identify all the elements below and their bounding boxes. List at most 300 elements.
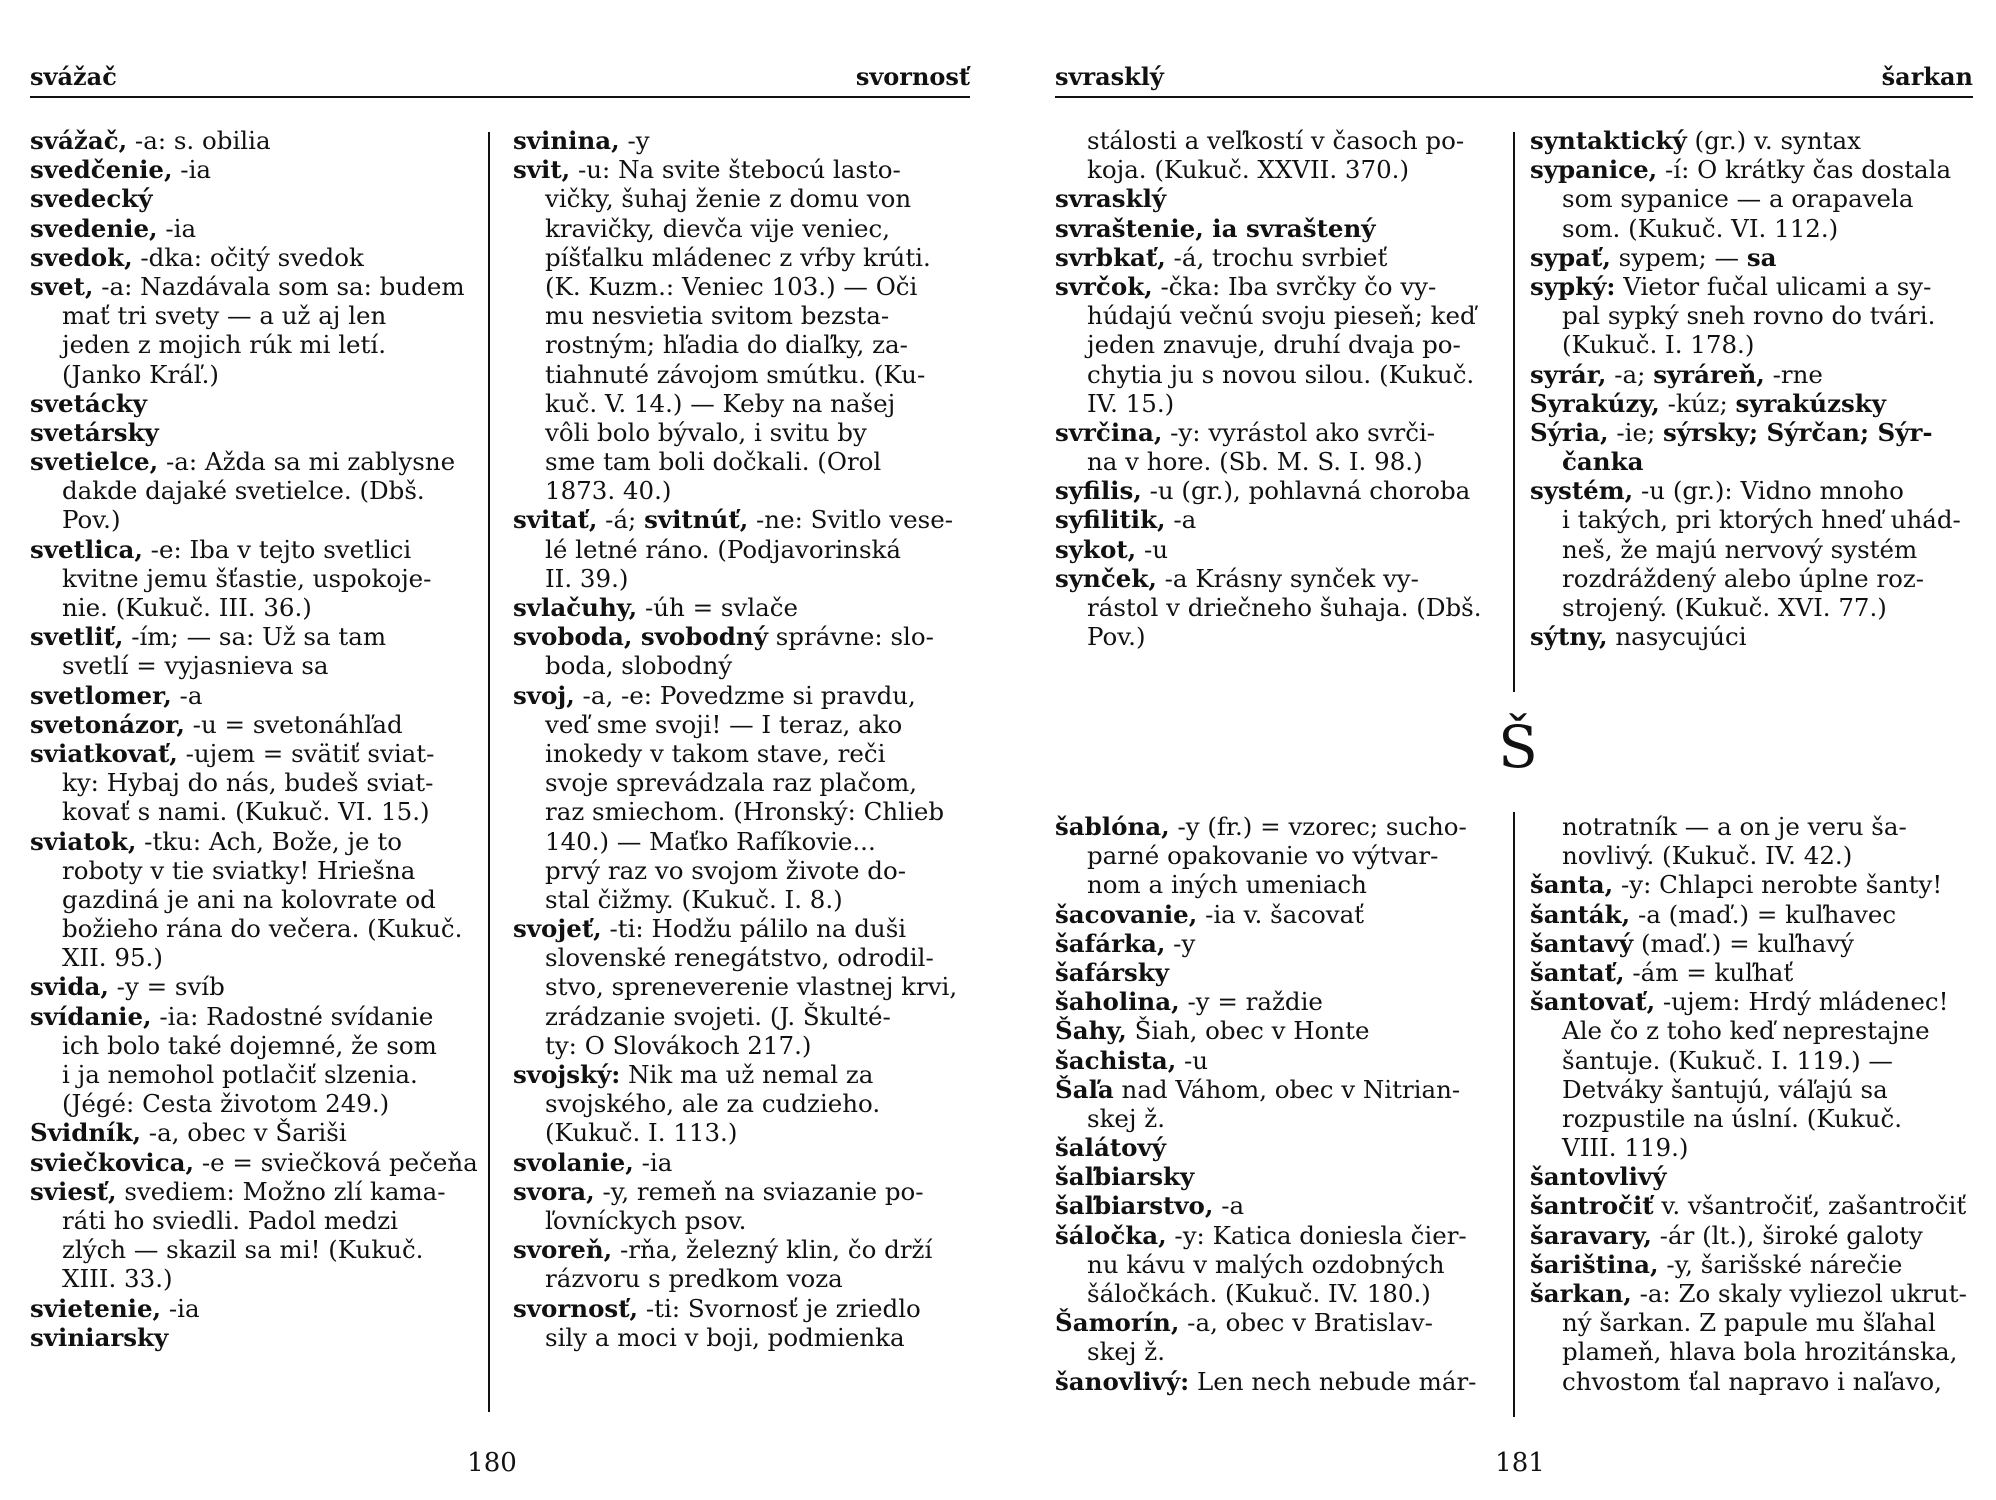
definition-text: vôli bolo bývalo, i svitu by bbox=[545, 417, 867, 447]
dictionary-line bbox=[1055, 447, 1515, 476]
headword: šantovať, bbox=[1530, 987, 1656, 1017]
dictionary-line bbox=[513, 330, 963, 359]
dictionary-line bbox=[1055, 301, 1515, 330]
dictionary-line bbox=[1530, 1075, 1980, 1104]
dictionary-line bbox=[1530, 1133, 1980, 1162]
definition-text: kovať s nami. (Kukuč. VI. 15.) bbox=[62, 797, 430, 827]
right-column-2-bottom bbox=[1530, 812, 1980, 1396]
dictionary-line bbox=[30, 885, 480, 914]
dictionary-line bbox=[30, 797, 480, 826]
dictionary-line bbox=[1530, 155, 1980, 184]
headword: sypký: bbox=[1530, 271, 1616, 301]
headword: svedčenie, bbox=[30, 155, 173, 185]
headword: šachista, bbox=[1055, 1045, 1177, 1075]
headword: šaľbiarstvo, bbox=[1055, 1191, 1214, 1221]
headword: svoreň, bbox=[513, 1235, 613, 1265]
definition-text: -tku: Ach, Bože, je to bbox=[136, 826, 402, 856]
dictionary-line bbox=[30, 155, 480, 184]
left-header-last-word: svornosť bbox=[855, 62, 970, 91]
dictionary-line bbox=[30, 681, 480, 710]
dictionary-line bbox=[513, 972, 963, 1001]
dictionary-line bbox=[30, 447, 480, 476]
definition-text: -kúz; bbox=[1659, 388, 1736, 418]
definition-text: boda, slobodný bbox=[545, 651, 733, 681]
headword: šafársky bbox=[1055, 957, 1169, 987]
left-running-head bbox=[30, 62, 970, 98]
definition-text: stvo, spreneverenie vlastnej krvi, bbox=[545, 972, 958, 1002]
definition-text: -a bbox=[171, 680, 203, 710]
definition-text: tiahnuté závojom smútku. (Ku- bbox=[545, 359, 926, 389]
dictionary-line bbox=[513, 184, 963, 213]
definition-text: Nik ma už nemal za bbox=[620, 1060, 874, 1089]
definition-text: -u bbox=[1176, 1045, 1209, 1075]
headword: svitať, bbox=[513, 505, 598, 535]
definition-text: 1873. 40.) bbox=[545, 476, 672, 506]
definition-text: -a (maď.) = kuľhavec bbox=[1630, 899, 1897, 929]
dictionary-line bbox=[30, 914, 480, 943]
headword: svida, bbox=[30, 972, 109, 1002]
dictionary-line bbox=[30, 126, 480, 155]
dictionary-line bbox=[30, 1206, 480, 1235]
dictionary-line bbox=[30, 1118, 480, 1147]
definition-text: -ia: Radostné svídanie bbox=[151, 1001, 434, 1031]
right-column-1-top bbox=[1055, 126, 1515, 651]
definition-text: rázvoru s predkom voza bbox=[545, 1264, 843, 1294]
headword: svetlica, bbox=[30, 534, 143, 564]
definition-text: -ie; bbox=[1608, 417, 1664, 447]
dictionary-line bbox=[1055, 418, 1515, 447]
dictionary-line bbox=[30, 243, 480, 272]
definition-text: ľovníckych psov. bbox=[545, 1205, 747, 1235]
definition-text: -y bbox=[1165, 928, 1196, 958]
dictionary-line bbox=[1530, 1104, 1980, 1133]
headword: šanták, bbox=[1530, 899, 1631, 929]
definition-text: svediem: Možno zlí kama- bbox=[116, 1176, 446, 1206]
dictionary-line bbox=[30, 214, 480, 243]
headword: sýrsky; Sýrčan; Sýr- bbox=[1663, 417, 1933, 447]
headword: svetliť, bbox=[30, 622, 124, 652]
dictionary-line bbox=[1055, 929, 1515, 958]
definition-text: -y = svíb bbox=[108, 972, 225, 1002]
definition-text: (K. Kuzm.: Veniec 103.) — Oči bbox=[545, 271, 918, 301]
dictionary-line bbox=[1055, 564, 1515, 593]
dictionary-line bbox=[30, 1060, 480, 1089]
definition-text: jeden z mojich rúk mi letí. bbox=[62, 330, 387, 360]
definition-text: stal čižmy. (Kukuč. I. 8.) bbox=[545, 884, 843, 914]
definition-text: zlých — skazil sa mi! (Kukuč. bbox=[62, 1235, 424, 1265]
dictionary-line bbox=[30, 360, 480, 389]
definition-text: -a: Nazdávala som sa: budem bbox=[93, 271, 465, 301]
dictionary-line bbox=[1530, 418, 1980, 447]
definition-text: sypem; — bbox=[1610, 242, 1747, 272]
definition-text: sily a moci v boji, podmienka bbox=[545, 1322, 905, 1352]
dictionary-line bbox=[30, 301, 480, 330]
headword: svetonázor, bbox=[30, 709, 185, 739]
definition-text: IV. 15.) bbox=[1087, 388, 1175, 418]
dictionary-line bbox=[1055, 812, 1515, 841]
headword: svojský: bbox=[513, 1060, 621, 1089]
dictionary-line bbox=[1530, 1016, 1980, 1045]
dictionary-line bbox=[1530, 535, 1980, 564]
headword: čanka bbox=[1562, 447, 1644, 477]
headword: syrakúzsky bbox=[1735, 388, 1887, 418]
dictionary-line bbox=[1055, 330, 1515, 359]
definition-text: božieho rána do večera. (Kukuč. bbox=[62, 914, 463, 944]
dictionary-line bbox=[1055, 1279, 1515, 1308]
dictionary-line bbox=[1530, 1279, 1980, 1308]
left-column-divider bbox=[488, 132, 490, 1412]
definition-text: -a Krásny synček vy- bbox=[1156, 563, 1419, 593]
dictionary-line bbox=[30, 389, 480, 418]
definition-text: -ám = kuľhať bbox=[1624, 957, 1794, 987]
dictionary-line bbox=[30, 710, 480, 739]
definition-text: skej ž. bbox=[1087, 1103, 1165, 1133]
headword: svlačuhy, bbox=[513, 593, 638, 622]
definition-text: ty: O Slovákoch 217.) bbox=[545, 1030, 812, 1060]
definition-text: sme tam boli dočkali. (Orol bbox=[545, 447, 882, 477]
dictionary-line bbox=[30, 272, 480, 301]
definition-text: -u = svetonáhľad bbox=[184, 709, 403, 739]
definition-text: -í: O krátky čas dostala bbox=[1657, 155, 1952, 185]
headword: šanovlivý: bbox=[1055, 1366, 1190, 1396]
definition-text: -ím; — sa: Už sa tam bbox=[123, 622, 387, 652]
headword: sykot, bbox=[1055, 534, 1137, 564]
headword: Šahy, bbox=[1055, 1016, 1127, 1046]
headword: šantať, bbox=[1530, 957, 1625, 987]
dictionary-line bbox=[513, 1089, 963, 1118]
definition-text: ky: Hybaj do nás, budeš sviat- bbox=[62, 768, 434, 798]
dictionary-line bbox=[30, 184, 480, 213]
definition-text: -ia bbox=[172, 155, 212, 185]
definition-text: chytia ju s novou silou. (Kukuč. bbox=[1087, 359, 1475, 389]
right-header-last-word: šarkan bbox=[1881, 62, 1973, 91]
headword: svrčok, bbox=[1055, 271, 1153, 301]
headword: Šaľa bbox=[1055, 1074, 1114, 1104]
dictionary-line bbox=[30, 1089, 480, 1118]
dictionary-line bbox=[1530, 1308, 1980, 1337]
definition-text: -rne bbox=[1764, 359, 1823, 389]
definition-text: kravičky, dievča vije veniec, bbox=[545, 213, 891, 243]
definition-text: -a; bbox=[1606, 359, 1654, 389]
dictionary-line bbox=[30, 1148, 480, 1177]
headword: svojeť, bbox=[513, 914, 602, 944]
headword: svrbkať, bbox=[1055, 242, 1166, 272]
dictionary-line bbox=[1530, 1046, 1980, 1075]
definition-text: stálosti a veľkostí v časoch po- bbox=[1087, 126, 1465, 155]
headword: sviniarsky bbox=[30, 1322, 169, 1352]
definition-text: -ár (lt.), široké galoty bbox=[1651, 1220, 1923, 1250]
dictionary-line bbox=[1530, 1367, 1980, 1396]
right-header-first-word: svrasklý bbox=[1055, 62, 1164, 91]
dictionary-line bbox=[1530, 812, 1980, 841]
definition-text: -a, obec v Bratislav- bbox=[1179, 1308, 1433, 1338]
dictionary-line bbox=[30, 564, 480, 593]
definition-text: -a, obec v Šariši bbox=[141, 1118, 347, 1148]
right-column-divider-top bbox=[1513, 132, 1515, 692]
dictionary-line bbox=[1530, 126, 1980, 155]
definition-text: na v hore. (Sb. M. S. I. 98.) bbox=[1087, 447, 1423, 477]
definition-text: -á; bbox=[597, 505, 645, 535]
dictionary-line bbox=[1055, 1337, 1515, 1366]
dictionary-line bbox=[1055, 1046, 1515, 1075]
definition-text: svetlí = vyjasnieva sa bbox=[62, 651, 329, 681]
definition-text: (gr.) v. syntax bbox=[1686, 126, 1861, 155]
right-page bbox=[998, 0, 1996, 1500]
definition-text: svoje sprevádzala raz plačom, bbox=[545, 768, 918, 798]
headword: šarkan, bbox=[1530, 1279, 1632, 1308]
dictionary-line bbox=[1055, 958, 1515, 987]
definition-text: slovenské renegátstvo, odrodil- bbox=[545, 943, 934, 973]
definition-text: rozdráždený alebo úplne roz- bbox=[1562, 563, 1925, 593]
dictionary-line bbox=[513, 1206, 963, 1235]
headword: svitnúť, bbox=[644, 505, 749, 535]
right-page-number: 181 bbox=[1495, 1448, 1545, 1478]
dictionary-line bbox=[513, 739, 963, 768]
dictionary-line bbox=[30, 1323, 480, 1352]
dictionary-line bbox=[513, 1177, 963, 1206]
dictionary-line bbox=[513, 272, 963, 301]
dictionary-line bbox=[1055, 243, 1515, 272]
definition-text: -y: Chlapci nerobte šanty! bbox=[1613, 870, 1943, 900]
dictionary-line bbox=[513, 564, 963, 593]
dictionary-line bbox=[1530, 272, 1980, 301]
definition-text: (Janko Kráľ.) bbox=[62, 359, 219, 389]
definition-text: -u (gr.): Vidno mnoho bbox=[1633, 476, 1904, 506]
dictionary-line bbox=[30, 651, 480, 680]
definition-text: XIII. 33.) bbox=[62, 1264, 173, 1294]
headword: šantovlivý bbox=[1530, 1162, 1667, 1192]
dictionary-line bbox=[30, 943, 480, 972]
definition-text: -ti: Hodžu pálilo na duši bbox=[601, 914, 907, 944]
dictionary-line bbox=[513, 622, 963, 651]
dictionary-line bbox=[1055, 272, 1515, 301]
dictionary-line bbox=[513, 535, 963, 564]
definition-text: gazdiná je ani na kolovrate od bbox=[62, 884, 436, 914]
definition-text: mu nesvietia svitom bezsta- bbox=[545, 301, 890, 331]
headword: svit, bbox=[513, 155, 571, 185]
headword: šaľbiarsky bbox=[1055, 1162, 1195, 1192]
dictionary-line bbox=[1055, 389, 1515, 418]
dictionary-line bbox=[1530, 900, 1980, 929]
dictionary-line bbox=[1055, 870, 1515, 899]
dictionary-line bbox=[30, 856, 480, 885]
dictionary-line bbox=[1055, 1250, 1515, 1279]
definition-text: -ia bbox=[633, 1147, 673, 1177]
definition-text: (Jégé: Cesta životom 249.) bbox=[62, 1089, 390, 1119]
definition-text: -y (fr.) = vzorec; sucho- bbox=[1169, 812, 1467, 841]
dictionary-line bbox=[1055, 1133, 1515, 1162]
dictionary-line bbox=[1055, 1191, 1515, 1220]
definition-text: Len nech nebude már- bbox=[1189, 1366, 1477, 1396]
dictionary-line bbox=[513, 418, 963, 447]
definition-text: kuč. V. 14.) — Keby na našej bbox=[545, 388, 896, 418]
definition-text: húdajú večnú svoju pieseň; keď bbox=[1087, 301, 1476, 331]
definition-text: šáločkách. (Kukuč. IV. 180.) bbox=[1087, 1279, 1431, 1308]
headword: šantavý bbox=[1530, 928, 1634, 958]
dictionary-line bbox=[513, 827, 963, 856]
right-column-divider-bottom bbox=[1513, 812, 1515, 1417]
definition-text: -y, šarišské nárečie bbox=[1658, 1249, 1903, 1279]
dictionary-line bbox=[1530, 389, 1980, 418]
definition-text: píšťalku mládenec z vŕby krúti. bbox=[545, 242, 931, 272]
definition-text: -y = raždie bbox=[1179, 987, 1323, 1017]
definition-text: -ujem: Hrdý mládenec! bbox=[1655, 987, 1949, 1017]
dictionary-line bbox=[513, 1118, 963, 1147]
definition-text: -ia bbox=[161, 1293, 200, 1323]
definition-text: jeden znavuje, druhí dvaja po- bbox=[1087, 330, 1461, 360]
definition-text: -dka: očitý svedok bbox=[132, 242, 364, 272]
dictionary-line bbox=[1055, 1308, 1515, 1337]
dictionary-line bbox=[513, 710, 963, 739]
definition-text: koja. (Kukuč. XXVII. 370.) bbox=[1087, 155, 1410, 185]
headword: svraštenie, ia svraštený bbox=[1055, 213, 1376, 243]
dictionary-line bbox=[1530, 476, 1980, 505]
dictionary-line bbox=[1530, 214, 1980, 243]
dictionary-line bbox=[513, 943, 963, 972]
definition-text: novlivý. (Kukuč. IV. 42.) bbox=[1562, 841, 1853, 871]
headword: sviatok, bbox=[30, 826, 137, 856]
definition-text: VIII. 119.) bbox=[1562, 1133, 1689, 1163]
dictionary-line bbox=[513, 1031, 963, 1060]
dictionary-line bbox=[513, 885, 963, 914]
definition-text: -y bbox=[619, 126, 650, 155]
definition-text: -ia bbox=[157, 213, 197, 243]
definition-text: i ja nemohol potlačiť slzenia. bbox=[62, 1060, 418, 1089]
headword: šaholina, bbox=[1055, 987, 1180, 1017]
dictionary-line bbox=[513, 1148, 963, 1177]
dictionary-line bbox=[1055, 155, 1515, 184]
dictionary-line bbox=[1055, 1075, 1515, 1104]
dictionary-line bbox=[30, 1177, 480, 1206]
dictionary-line bbox=[1530, 1221, 1980, 1250]
dictionary-line bbox=[30, 476, 480, 505]
dictionary-line bbox=[1530, 564, 1980, 593]
dictionary-line bbox=[1055, 214, 1515, 243]
dictionary-line bbox=[30, 1264, 480, 1293]
dictionary-line bbox=[513, 360, 963, 389]
headword: svrasklý bbox=[1055, 184, 1167, 214]
headword: svedok, bbox=[30, 242, 133, 272]
definition-text: zrádzanie svojeti. (J. Škulté- bbox=[545, 1001, 891, 1031]
dictionary-line bbox=[1055, 535, 1515, 564]
dictionary-line bbox=[513, 1294, 963, 1323]
dictionary-line bbox=[1530, 447, 1980, 476]
dictionary-line bbox=[513, 797, 963, 826]
definition-text: chvostom ťal napravo i naľavo, bbox=[1562, 1366, 1942, 1396]
definition-text: -rňa, železný klin, čo drží bbox=[612, 1235, 933, 1265]
definition-text: rostným; hľadia do diaľky, za- bbox=[545, 330, 908, 360]
definition-text: Pov.) bbox=[62, 505, 121, 535]
headword: svážač, bbox=[30, 126, 128, 155]
dictionary-line bbox=[1530, 360, 1980, 389]
headword: systém, bbox=[1530, 476, 1634, 506]
definition-text: XII. 95.) bbox=[62, 943, 163, 973]
headword: Šamorín, bbox=[1055, 1308, 1180, 1338]
definition-text: rástol v driečneho šuhaja. (Dbš. bbox=[1087, 593, 1482, 622]
definition-text: inokedy v takom stave, reči bbox=[545, 738, 886, 768]
left-column-1 bbox=[30, 126, 480, 1352]
headword: šalátový bbox=[1055, 1133, 1166, 1163]
dictionary-line bbox=[513, 389, 963, 418]
definition-text: kvitne jemu šťastie, uspokoje- bbox=[62, 563, 432, 593]
dictionary-line bbox=[1530, 1191, 1980, 1220]
definition-text: -a bbox=[1213, 1191, 1245, 1221]
definition-text: -ne: Svitlo vese- bbox=[748, 505, 953, 535]
headword: svedecký bbox=[30, 184, 153, 214]
dictionary-line bbox=[513, 1060, 963, 1089]
dictionary-line bbox=[1055, 505, 1515, 534]
definition-text: -čka: Iba svrčky čo vy- bbox=[1152, 271, 1437, 301]
dictionary-line bbox=[1530, 958, 1980, 987]
dictionary-line bbox=[513, 681, 963, 710]
dictionary-line bbox=[30, 768, 480, 797]
definition-text: -ia v. šacovať bbox=[1197, 899, 1365, 929]
definition-text: (maď.) = kuľhavý bbox=[1633, 928, 1855, 958]
dictionary-line bbox=[1055, 1016, 1515, 1045]
headword: svornosť, bbox=[513, 1293, 639, 1323]
headword: Syrakúzy, bbox=[1530, 388, 1660, 418]
definition-text: II. 39.) bbox=[545, 563, 629, 593]
definition-text: svojského, ale za cudzieho. bbox=[545, 1089, 881, 1119]
dictionary-line bbox=[513, 126, 963, 155]
dictionary-line bbox=[513, 1235, 963, 1264]
definition-text: -e = sviečková pečeňa bbox=[194, 1147, 478, 1177]
definition-text: Pov.) bbox=[1087, 622, 1146, 652]
headword: šacovanie, bbox=[1055, 899, 1198, 929]
definition-text: lé letné ráno. (Podjavorinská bbox=[545, 534, 901, 564]
dictionary-line bbox=[30, 593, 480, 622]
headword: sviečkovica, bbox=[30, 1147, 195, 1177]
definition-text: v. všantročiť, zašantročiť bbox=[1653, 1191, 1967, 1221]
dictionary-line bbox=[1530, 841, 1980, 870]
dictionary-line bbox=[30, 1031, 480, 1060]
dictionary-line bbox=[513, 1002, 963, 1031]
dictionary-line bbox=[1530, 301, 1980, 330]
definition-text: nie. (Kukuč. III. 36.) bbox=[62, 593, 312, 622]
definition-text: (Kukuč. I. 178.) bbox=[1562, 330, 1755, 360]
definition-text: dakde dajaké svetielce. (Dbš. bbox=[62, 476, 425, 506]
dictionary-line bbox=[513, 214, 963, 243]
headword: šaravary, bbox=[1530, 1220, 1652, 1250]
headword: svetlomer, bbox=[30, 680, 172, 710]
headword: sviesť, bbox=[30, 1176, 117, 1206]
definition-text: -ujem = svätiť sviat- bbox=[177, 738, 435, 768]
dictionary-line bbox=[30, 739, 480, 768]
right-running-head bbox=[1055, 62, 1973, 98]
dictionary-line bbox=[1055, 476, 1515, 505]
definition-text: nasycujúci bbox=[1607, 622, 1747, 652]
dictionary-line bbox=[1530, 987, 1980, 1016]
definition-text: Detváky šantujú, váľajú sa bbox=[1562, 1074, 1888, 1104]
dictionary-line bbox=[1055, 900, 1515, 929]
definition-text: -a, -e: Povedzme si pravdu, bbox=[574, 680, 916, 710]
definition-text: -y: Katica doniesla čier- bbox=[1166, 1220, 1467, 1250]
headword: svrčina, bbox=[1055, 417, 1163, 447]
dictionary-line bbox=[1530, 593, 1980, 622]
headword: syrár, bbox=[1530, 359, 1607, 389]
definition-text: -u bbox=[1136, 534, 1169, 564]
dictionary-line bbox=[1530, 1250, 1980, 1279]
definition-text: ich bolo také dojemné, že som bbox=[62, 1030, 437, 1060]
definition-text: roboty v tie sviatky! Hriešna bbox=[62, 855, 416, 885]
dictionary-line bbox=[513, 155, 963, 184]
definition-text: rozpustile na úslní. (Kukuč. bbox=[1562, 1103, 1902, 1133]
definition-text: ný šarkan. Z papule mu šľahal bbox=[1562, 1308, 1936, 1338]
dictionary-line bbox=[513, 243, 963, 272]
dictionary-line bbox=[1530, 505, 1980, 534]
dictionary-line bbox=[1055, 1104, 1515, 1133]
dictionary-line bbox=[1055, 1367, 1515, 1396]
